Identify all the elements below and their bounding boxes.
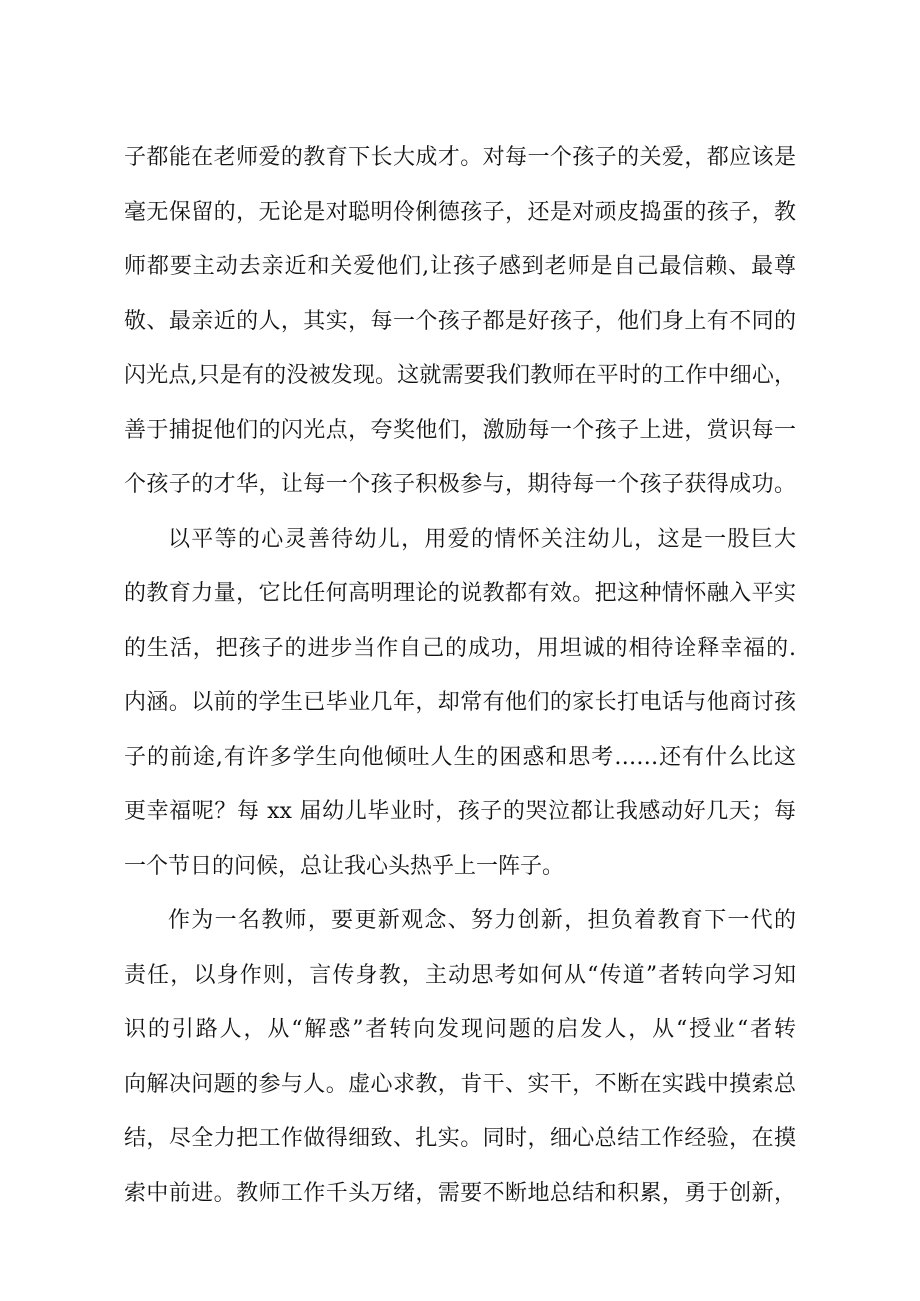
text-line: 内涵。以前的学生已毕业几年，却常有他们的家长打电话与他商讨孩 xyxy=(124,690,796,715)
text-line: 一个节日的问候，总让我心头热乎上一阵子。 xyxy=(124,853,565,879)
paragraph-3 xyxy=(124,894,796,1221)
text-line: 的教育力量，它比任何高明理论的说教都有效。把这种情怀融入平实 xyxy=(124,581,796,606)
text-line: 子的前途,有许多学生向他倾吐人生的困惑和思考……还有什么比这 xyxy=(124,744,796,770)
text-line: 更幸福呢？每 xx 届幼儿毕业时，孩子的哭泣都让我感动好几天；每 xyxy=(124,799,796,824)
text-line: 敬、最亲近的人，其实，每一个孩子都是好孩子，他们身上有不同的 xyxy=(124,308,796,334)
text-line: 索中前进。教师工作千头万绪，需要不断地总结和积累，勇于创新， xyxy=(124,1180,796,1206)
text-line: 结，尽全力把工作做得细致、扎实。同时，细心总结工作经验，在摸 xyxy=(124,1126,796,1151)
paragraph-1 xyxy=(124,131,796,513)
document-page xyxy=(124,131,796,1221)
text-line: 师都要主动去亲近和关爱他们,让孩子感到老师是自己最信赖、最尊 xyxy=(124,254,796,279)
text-line: 以平等的心灵善待幼儿，用爱的情怀关注幼儿，这是一股巨大 xyxy=(168,526,796,552)
text-line: 善于捕捉他们的闪光点，夸奖他们，激励每一个孩子上进，赏识每一 xyxy=(124,417,796,443)
text-line: 责任，以身作则，言传身教，主动思考如何从“传道”者转向学习知 xyxy=(124,962,796,988)
text-line: 闪光点,只是有的没被发现。这就需要我们教师在平时的工作中细心， xyxy=(124,363,796,388)
text-line: 向解决问题的参与人。虚心求教，肯干、实干，不断在实践中摸索总 xyxy=(124,1071,796,1097)
text-line: 个孩子的才华，让每一个孩子积极参与，期待每一个孩子获得成功。 xyxy=(124,472,796,497)
text-line: 作为一名教师，要更新观念、努力创新，担负着教育下一代的 xyxy=(168,908,796,933)
text-line: 毫无保留的，无论是对聪明伶俐德孩子，还是对顽皮捣蛋的孩子，教 xyxy=(124,199,796,225)
text-line: 的生活，把孩子的进步当作自己的成功，用坦诚的相待诠释幸福的. xyxy=(124,635,796,661)
text-line: 识的引路人，从“解惑”者转向发现问题的启发人，从“授业“者转 xyxy=(124,1017,796,1042)
text-line: 子都能在老师爱的教育下长大成才。对每一个孩子的关爱，都应该是 xyxy=(124,145,796,170)
paragraph-2 xyxy=(124,513,796,895)
